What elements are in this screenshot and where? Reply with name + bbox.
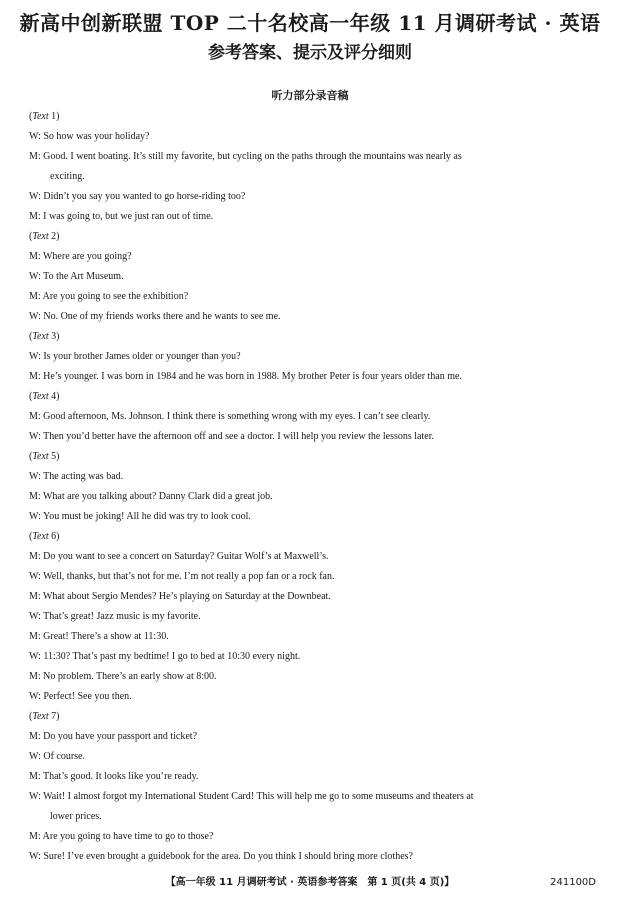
- dialogue-line: M: No problem. There’s an early show at 8:00.: [29, 671, 217, 682]
- dialogue-line-continued: lower prices.: [50, 811, 102, 822]
- text-label-number: 1): [48, 111, 60, 122]
- text-label-number: 5): [48, 451, 60, 462]
- dialogue-line: W: Then you’d better have the afternoon off and see a doctor. I will help you review the lessons later.: [29, 431, 434, 442]
- dialogue-line: W: No. One of my friends works there and he wants to see me.: [29, 311, 281, 322]
- dialogue-line: M: He’s younger. I was born in 1984 and he was born in 1988. My brother Peter is four years older than me.: [29, 371, 462, 382]
- text-label-word: Text: [32, 451, 49, 462]
- text-label: [29, 447, 597, 467]
- dialogue-line: W: So how was your holiday?: [29, 131, 150, 142]
- page-subtitle: 参考答案、提示及评分细则: [208, 43, 412, 63]
- dialogue-line: M: Are you going to see the exhibition?: [29, 291, 189, 302]
- text-label-open: (: [29, 391, 33, 402]
- dialogue-line: W: Is your brother James older or younger than you?: [29, 351, 241, 362]
- text-label-number: 4): [48, 391, 60, 402]
- text-label: [29, 527, 597, 547]
- dialogue-line: W: Well, thanks, but that’s not for me. I’m not really a pop fan or a rock fan.: [29, 571, 335, 582]
- section-title: 听力部分录音稿: [271, 89, 349, 102]
- dialogue-line: W: Perfect! See you then.: [29, 691, 132, 702]
- dialogue-line: W: You must be joking! All he did was try to look cool.: [29, 511, 251, 522]
- text-label: [29, 107, 597, 127]
- page-title: 新高中创新联盟 TOP 二十名校高一年级 11 月调研考试 · 英语: [19, 11, 601, 35]
- text-label-word: Text: [32, 711, 49, 722]
- text-label-open: (: [29, 711, 33, 722]
- text-label-word: Text: [32, 391, 49, 402]
- text-label-open: (: [29, 531, 33, 542]
- dialogue-line: W: That’s great! Jazz music is my favorite.: [29, 611, 201, 622]
- text-label: [29, 327, 597, 347]
- text-label-word: Text: [32, 111, 49, 122]
- dialogue-line: M: Good afternoon, Ms. Johnson. I think there is something wrong with my eyes. I can’t see clearly.: [29, 411, 431, 422]
- text-label-open: (: [29, 451, 33, 462]
- text-label: [29, 707, 597, 727]
- dialogue-line: W: Sure! I’ve even brought a guidebook for the area. Do you think I should bring more clothes?: [29, 851, 413, 862]
- text-label-open: (: [29, 111, 33, 122]
- dialogue-line: M: That’s good. It looks like you’re ready.: [29, 771, 199, 782]
- dialogue-line: W: Didn’t you say you wanted to go horse-riding too?: [29, 191, 246, 202]
- dialogue-line: M: Do you have your passport and ticket?: [29, 731, 198, 742]
- text-label-number: 7): [48, 711, 60, 722]
- text-label-word: Text: [32, 531, 49, 542]
- text-label: [29, 387, 597, 407]
- text-label: [29, 227, 597, 247]
- dialogue-line: M: Where are you going?: [29, 251, 132, 262]
- dialogue-line: M: Great! There’s a show at 11:30.: [29, 631, 169, 642]
- text-label-word: Text: [32, 231, 49, 242]
- dialogue-line: M: I was going to, but we just ran out of time.: [29, 211, 214, 222]
- text-label-number: 3): [48, 331, 60, 342]
- text-label-open: (: [29, 231, 33, 242]
- footer-code: 241100D: [550, 877, 596, 888]
- text-label-word: Text: [32, 331, 49, 342]
- dialogue-line: W: Wait! I almost forgot my International Student Card! This will help me go to some museums and theaters at: [29, 791, 474, 802]
- text-label-open: (: [29, 331, 33, 342]
- dialogue-line: W: 11:30? That’s past my bedtime! I go to bed at 10:30 every night.: [29, 651, 301, 662]
- transcript-body: [29, 107, 597, 867]
- dialogue-line: M: Good. I went boating. It’s still my favorite, but cycling on the paths through the mountains was nearly as: [29, 151, 462, 162]
- dialogue-line: W: Of course.: [29, 751, 85, 762]
- dialogue-line: W: To the Art Museum.: [29, 271, 124, 282]
- dialogue-line: M: Are you going to have time to go to those?: [29, 831, 214, 842]
- text-label-number: 6): [48, 531, 60, 542]
- dialogue-line: M: Do you want to see a concert on Saturday? Guitar Wolf’s at Maxwell’s.: [29, 551, 329, 562]
- dialogue-line: M: What are you talking about? Danny Clark did a great job.: [29, 491, 273, 502]
- dialogue-line-continued: exciting.: [50, 171, 85, 182]
- dialogue-line: W: The acting was bad.: [29, 471, 124, 482]
- text-label-number: 2): [48, 231, 60, 242]
- dialogue-line: M: What about Sergio Mendes? He’s playing on Saturday at the Downbeat.: [29, 591, 331, 602]
- footer-page-info: 【高一年级 11 月调研考试 · 英语参考答案 第 1 页(共 4 页)】: [165, 877, 455, 888]
